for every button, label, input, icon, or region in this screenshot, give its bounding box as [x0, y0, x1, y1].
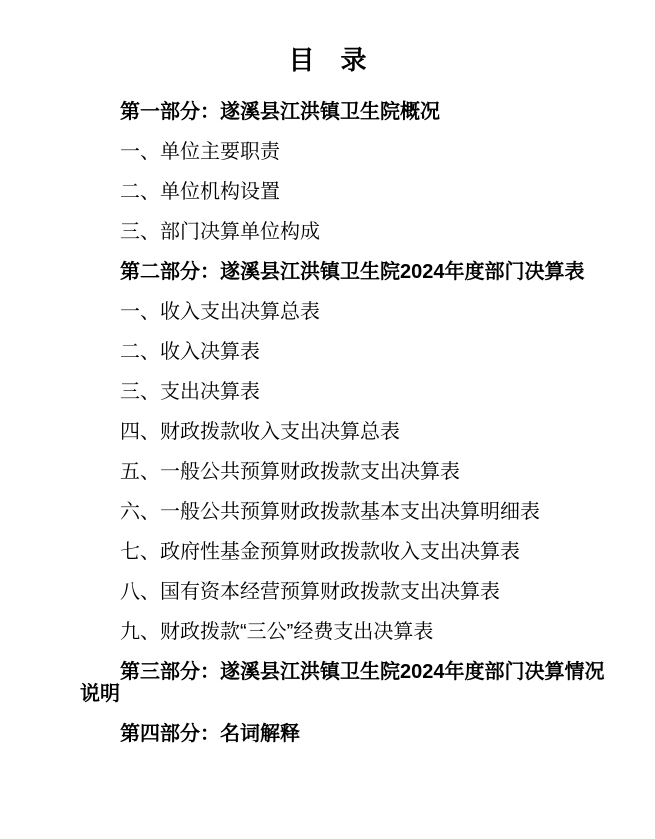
- toc-entry: 八、国有资本经营预算财政拨款支出决算表: [120, 581, 500, 603]
- toc-entry: 三、支出决算表: [120, 381, 260, 403]
- toc-entry: 四、财政拨款收入支出决算总表: [120, 421, 400, 443]
- toc-part-heading-2: 第二部分：遂溪县江洪镇卫生院2024年度部门决算表: [120, 261, 585, 283]
- toc-part-heading-3: 第三部分：遂溪县江洪镇卫生院2024年度部门决算情况说明: [80, 661, 605, 705]
- toc-entry: 五、一般公共预算财政拨款支出决算表: [120, 461, 460, 483]
- toc-entry: 二、收入决算表: [120, 341, 260, 363]
- toc-part-heading-4: 第四部分：名词解释: [120, 723, 300, 745]
- toc-entry: 九、财政拨款“三公”经费支出决算表: [120, 621, 434, 643]
- toc-title: 目 录: [288, 45, 367, 75]
- toc-part-heading-1: 第一部分：遂溪县江洪镇卫生院概况: [120, 101, 440, 123]
- toc-entry: 六、一般公共预算财政拨款基本支出决算明细表: [120, 501, 540, 523]
- toc-entry: 一、单位主要职责: [120, 141, 280, 163]
- toc-entry: 一、收入支出决算总表: [120, 301, 320, 323]
- toc-entry: 二、单位机构设置: [120, 181, 280, 203]
- toc-entry: 三、部门决算单位构成: [120, 221, 320, 243]
- toc-entry: 七、政府性基金预算财政拨款收入支出决算表: [120, 541, 520, 563]
- toc-entries: [80, 101, 615, 745]
